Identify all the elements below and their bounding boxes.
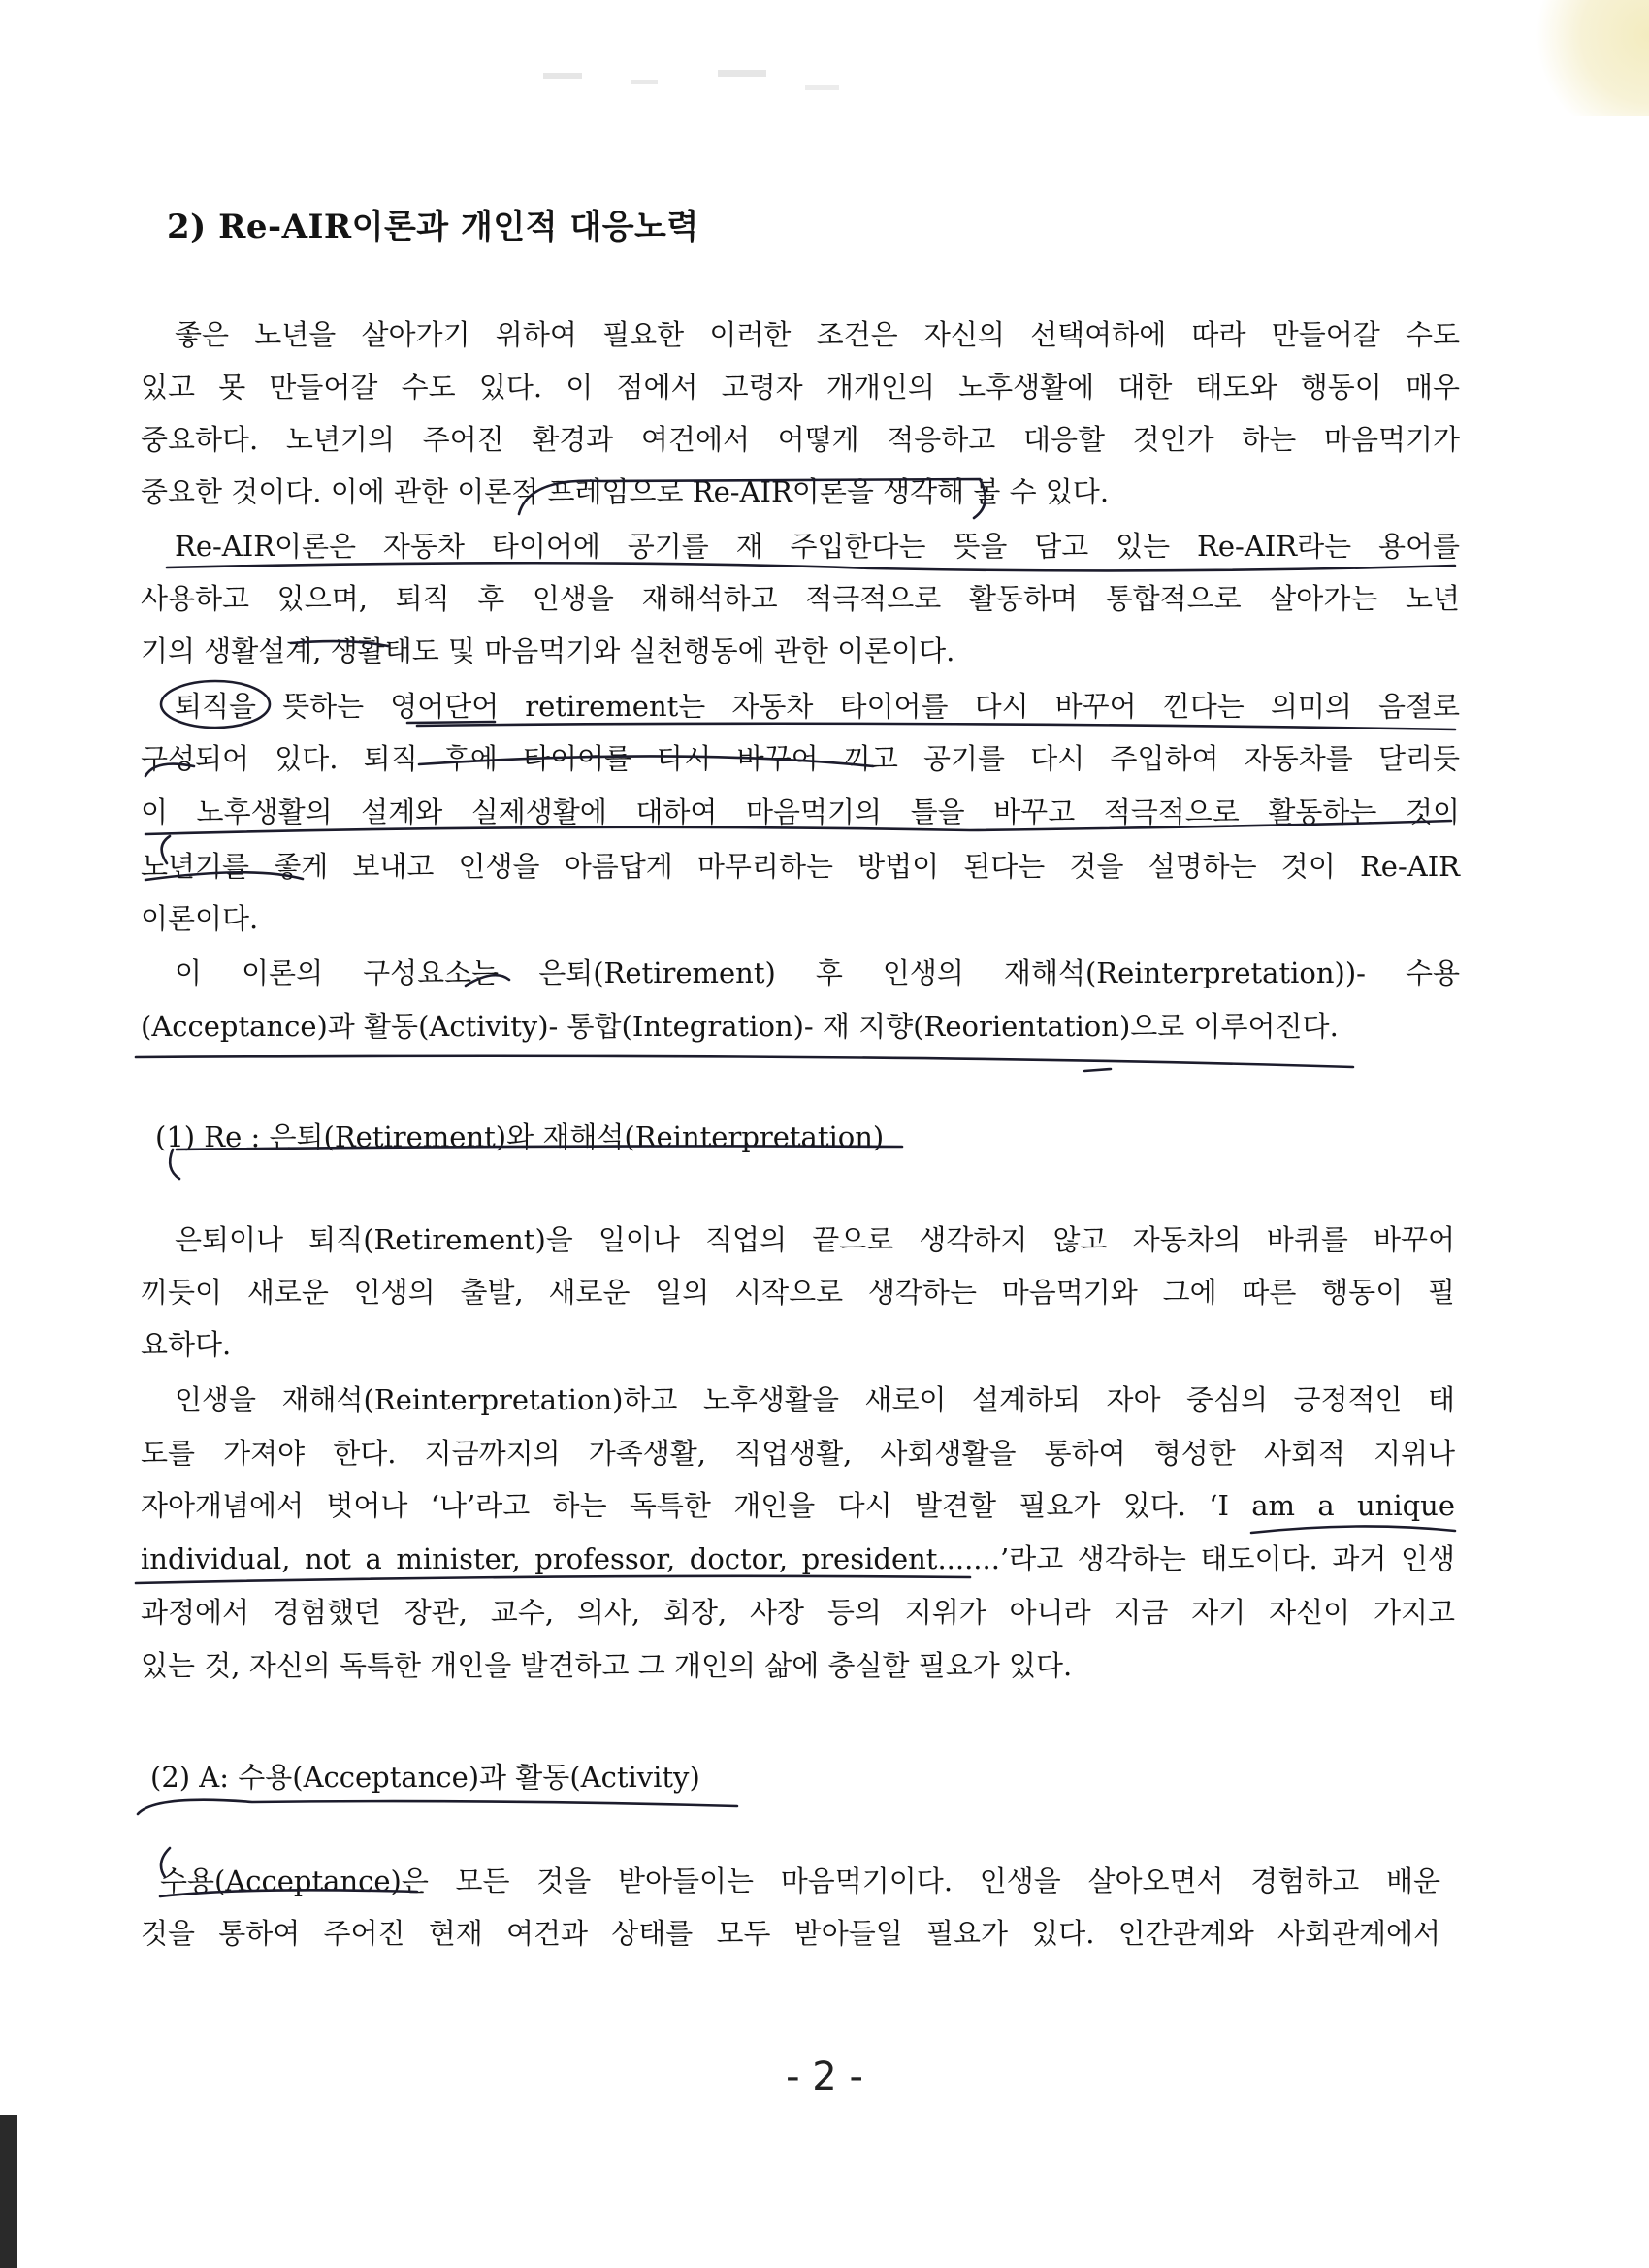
- subsection-title-re: (1) Re : 은퇴(Retirement)와 재해석(Reinterpretation): [155, 1120, 885, 1153]
- bleed-through-marks: [524, 58, 892, 116]
- paper-stain: [1523, 0, 1649, 116]
- text-line: 자아개념에서 벗어나 ‘나’라고 하는 독특한 개인을 다시 발견할 필요가 있다. ‘I am a unique: [141, 1489, 1455, 1522]
- text-line: 퇴직을 뜻하는 영어단어 retirement는 자동차 타이어를 다시 바꾸어 낀다는 의미의 음절로: [175, 690, 1460, 723]
- text-line: 수용(Acceptance)은 모든 것을 받아들이는 마음먹기이다. 인생을 살아오면서 경험하고 배운: [160, 1864, 1440, 1897]
- text-line: 기의 생활설계, 생활태도 및 마음먹기와 실천행동에 관한 이론이다.: [141, 634, 955, 667]
- text-line: 이론이다.: [141, 902, 259, 935]
- text-line: 노년기를 좋게 보내고 인생을 아름답게 마무리하는 방법이 된다는 것을 설명하는 것이 Re-AIR: [141, 850, 1460, 883]
- text-line: 인생을 재해석(Reinterpretation)하고 노후생활을 새로이 설계하되 자아 중심의 긍정적인 태: [175, 1383, 1455, 1416]
- text-line: 사용하고 있으며, 퇴직 후 인생을 재해석하고 적극적으로 활동하며 통합적으로 살아가는 노년: [141, 582, 1460, 615]
- section-title: 2) Re-AIR이론과 개인적 대응노력: [167, 208, 699, 246]
- subsection-title-a: (2) A: 수용(Acceptance)과 활동(Activity): [150, 1761, 700, 1794]
- text-line: 것을 통하여 주어진 현재 여건과 상태를 모두 받아들일 필요가 있다. 인간관계와 사회관계에서: [141, 1917, 1440, 1950]
- text-line: 이 이론의 구성요소는 은퇴(Retirement) 후 인생의 재해석(Reinterpretation))- 수용: [175, 956, 1460, 989]
- text-line: (Acceptance)과 활동(Activity)- 통합(Integration)- 재 지향(Reorientation)으로 이루어진다.: [141, 1010, 1339, 1043]
- text-line: 이 노후생활의 설계와 실제생활에 대하여 마음먹기의 틀을 바꾸고 적극적으로 활동하는 것이: [141, 795, 1460, 828]
- text-line: 요하다.: [141, 1328, 232, 1361]
- text-line: 과정에서 경험했던 장관, 교수, 의사, 회장, 사장 등의 지위가 아니라 지금 자기 자신이 가지고: [141, 1596, 1455, 1629]
- text-line: 중요한 것이다. 이에 관한 이론적 프레임으로 Re-AIR이론을 생각해 볼 수 있다.: [141, 475, 1110, 508]
- text-line: 끼듯이 새로운 인생의 출발, 새로운 일의 시작으로 생각하는 마음먹기와 그에 따른 행동이 필: [141, 1276, 1455, 1309]
- text-line: 도를 가져야 한다. 지금까지의 가족생활, 직업생활, 사회생활을 통하여 형성한 사회적 지위나: [141, 1437, 1455, 1470]
- text-line: 은퇴이나 퇴직(Retirement)을 일이나 직업의 끝으로 생각하지 않고 자동차의 바퀴를 바꾸어: [175, 1223, 1455, 1256]
- scan-edge: [0, 2115, 17, 2268]
- text-line: 있고 못 만들어갈 수도 있다. 이 점에서 고령자 개개인의 노후생활에 대한 태도와 행동이 매우: [141, 371, 1460, 404]
- text-line: Re-AIR이론은 자동차 타이어에 공기를 재 주입한다는 뜻을 담고 있는 Re-AIR라는 용어를: [175, 530, 1460, 563]
- text-line: 있는 것, 자신의 독특한 개인을 발견하고 그 개인의 삶에 충실할 필요가 있다.: [141, 1649, 1073, 1682]
- text-line: 구성되어 있다. 퇴직 후에 타이어를 다시 바꾸어 끼고 공기를 다시 주입하여 자동차를 달리듯: [141, 742, 1460, 775]
- text-line: 좋은 노년을 살아가기 위하여 필요한 이러한 조건은 자신의 선택여하에 따라 만들어갈 수도: [175, 318, 1460, 351]
- page-number: - 2 -: [786, 2055, 863, 2099]
- text-line: 중요하다. 노년기의 주어진 환경과 여건에서 어떻게 적응하고 대응할 것인가 하는 마음먹기가: [141, 423, 1460, 456]
- text-line: individual, not a minister, professor, doctor, president.......’라고 생각하는 태도이다. 과거 인생: [141, 1542, 1455, 1575]
